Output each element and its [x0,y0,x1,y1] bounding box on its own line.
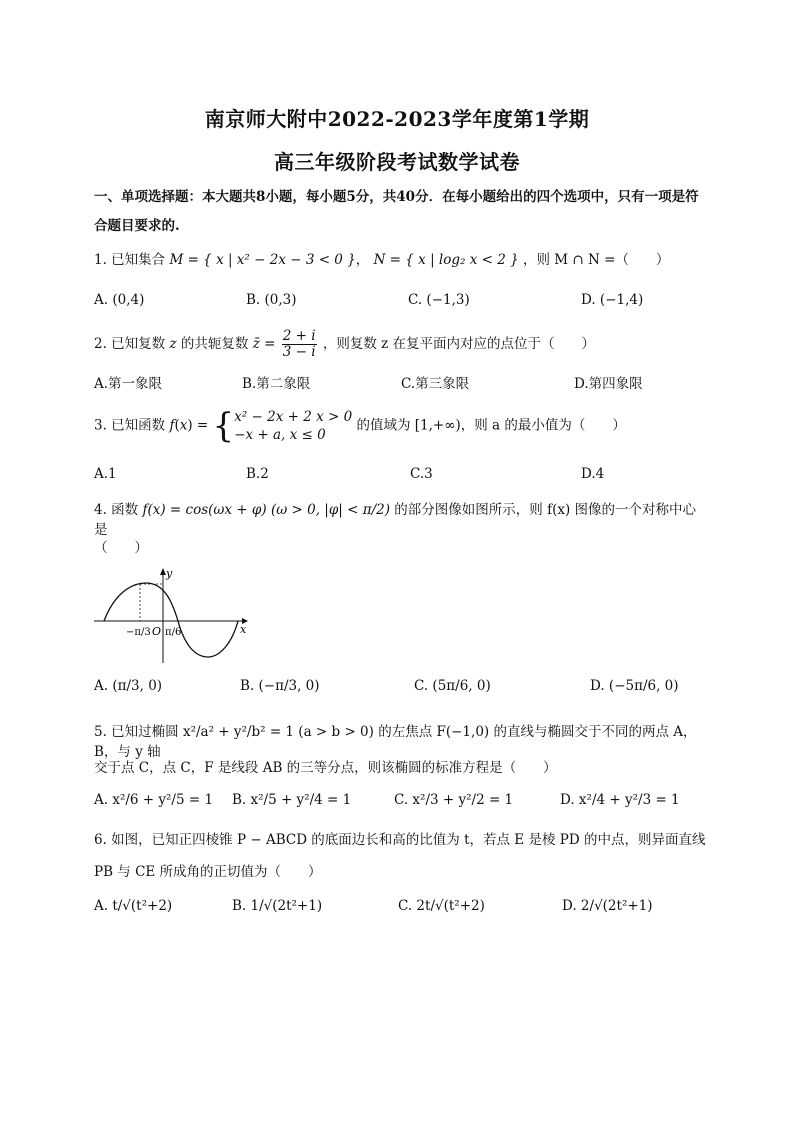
q5-option-c[interactable]: C. x²/3 + y²/2 = 1 [394,792,514,808]
q1-suffix: ，则 M ∩ N =（ ） [522,252,670,268]
q4-option-d[interactable]: D. (−5π/6, 0) [590,678,679,694]
q6-option-d[interactable]: D. 2/√(2t²+1) [562,898,653,914]
q1-set-n: N = { x | log₂ x < 2 } [373,252,519,268]
q1-set-m: M = { x | x² − 2x − 3 < 0 } [169,252,356,268]
q6-option-c[interactable]: C. 2t/√(t²+2) [398,898,485,914]
question-2-stem: 2. 已知复数 z 的共轭复数 z̄ = $\frac{2 + i}{3 - i}$ ，则复数 z 在复平面内对应的点位于（ ） [94,328,596,360]
q1-option-d[interactable]: D. (−1,4) [581,292,644,308]
q4-option-b[interactable]: B. (−π/3, 0) [240,678,320,694]
q4-cosine-graph [92,565,252,665]
q5-option-d[interactable]: D. x²/4 + y²/3 = 1 [560,792,680,808]
q3-option-d[interactable]: D.4 [581,466,605,482]
q2-frac-num: 2 + i [282,328,316,344]
q3-option-c[interactable]: C.3 [410,466,433,482]
q1-option-b[interactable]: B. (0,3) [246,292,297,308]
q5-option-b[interactable]: B. x²/5 + y²/4 = 1 [232,792,352,808]
q2-option-d[interactable]: D.第四象限 [574,376,643,392]
question-6-stem-line1: 6. 如图，已知正四棱锥 P − ABCD 的底面边长和高的比值为 t，若点 E 是棱 PD 的中点，则异面直线 [94,832,706,848]
q3-option-a[interactable]: A.1 [94,466,117,482]
q4-x-label: x [240,623,247,636]
q4-function: f(x) = cos(ωx + φ) [142,502,267,518]
question-3-stem: 3. 已知函数 f(x) = { x² − 2x + 2 x > 0 −x + a, x ≤ 0 的值域为 [1,+∞)，则 a 的最小值为（ ） [94,406,626,446]
q4-pos-tick-label: π/6 [165,627,182,638]
q3-case-2: −x + a, x ≤ 0 [234,427,326,443]
q2-option-b[interactable]: B.第二象限 [242,376,311,392]
q2-frac-den: 3 − i [282,344,316,360]
q2-middle: 的共轭复数 [180,336,249,352]
question-4-options [94,678,714,718]
q3-suffix: 的值域为 [1,+∞)，则 a 的最小值为（ ） [356,417,626,434]
question-4-stem [94,500,706,540]
q4-option-a[interactable]: A. (π/3, 0) [94,678,163,694]
q2-option-a[interactable]: A.第一象限 [94,376,163,392]
q2-fraction [282,329,317,360]
question-5-stem-line2: 交于点 C，点 C，F 是线段 AB 的三等分点，则该椭圆的标准方程是（ ） [94,760,557,776]
exam-title-school: 南京师大附中2022-2023学年度第1学期 [204,107,590,131]
q4-neg-tick-label: −π/3 [126,627,151,638]
q4-origin-label: O [152,625,162,638]
q3-case-1: x² − 2x + 2 x > 0 [234,409,353,425]
q1-option-a[interactable]: A. (0,4) [94,292,145,308]
question-1-options [94,292,714,332]
q4-condition: (ω > 0, |φ| < π/2) [270,502,390,518]
q4-prefix: 4. 函数 [94,502,139,518]
q6-option-a[interactable]: A. t/√(t²+2) [94,898,173,914]
question-6-options [94,898,714,938]
q1-option-c[interactable]: C. (−1,3) [408,292,470,308]
question-5-options [94,792,714,832]
q2-prefix: 2. 已知复数 [94,336,166,352]
q3-piecewise [234,408,352,444]
question-2-options [94,372,714,412]
q5-option-a[interactable]: A. x²/6 + y²/5 = 1 [94,792,214,808]
q6-option-b[interactable]: B. 1/√(2t²+1) [232,898,323,914]
question-6-stem-line2: PB 与 CE 所成角的正切值为（ ） [94,864,322,880]
q3-option-b[interactable]: B.2 [246,466,269,482]
question-5-stem-line1: 5. 已知过椭圆 x²/a² + y²/b² = 1 (a > b > 0) 的左焦点 F(−1,0) 的直线与椭圆交于不同的两点 A，B，与 y 轴 [94,724,697,760]
question-1-stem: 1. 已知集合 M = { x | x² − 2x − 3 < 0 }， N = { x | log₂ x < 2 } ，则 M ∩ N =（ ） [94,252,670,268]
q4-suffix: 的部分图像如图所示，则 f(x) 图像的一个对称中心是 [94,502,697,538]
q4-option-c[interactable]: C. (5π/6, 0) [414,678,491,694]
section-heading: 一、单项选择题：本大题共8小题，每小题5分，共40分．在每小题给出的四个选项中，只有一项是符合题目要求的. [94,189,699,234]
q4-y-label: y [166,567,173,580]
exam-title-subject: 高三年级阶段考试数学试卷 [274,150,520,174]
q1-prefix: 1. 已知集合 [94,252,166,268]
q2-option-c[interactable]: C.第三象限 [401,376,470,392]
q2-suffix: ，则复数 z 在复平面内对应的点位于（ ） [322,336,596,352]
q3-prefix: 3. 已知函数 [94,417,166,434]
question-4-tail: （ ） [94,540,148,556]
